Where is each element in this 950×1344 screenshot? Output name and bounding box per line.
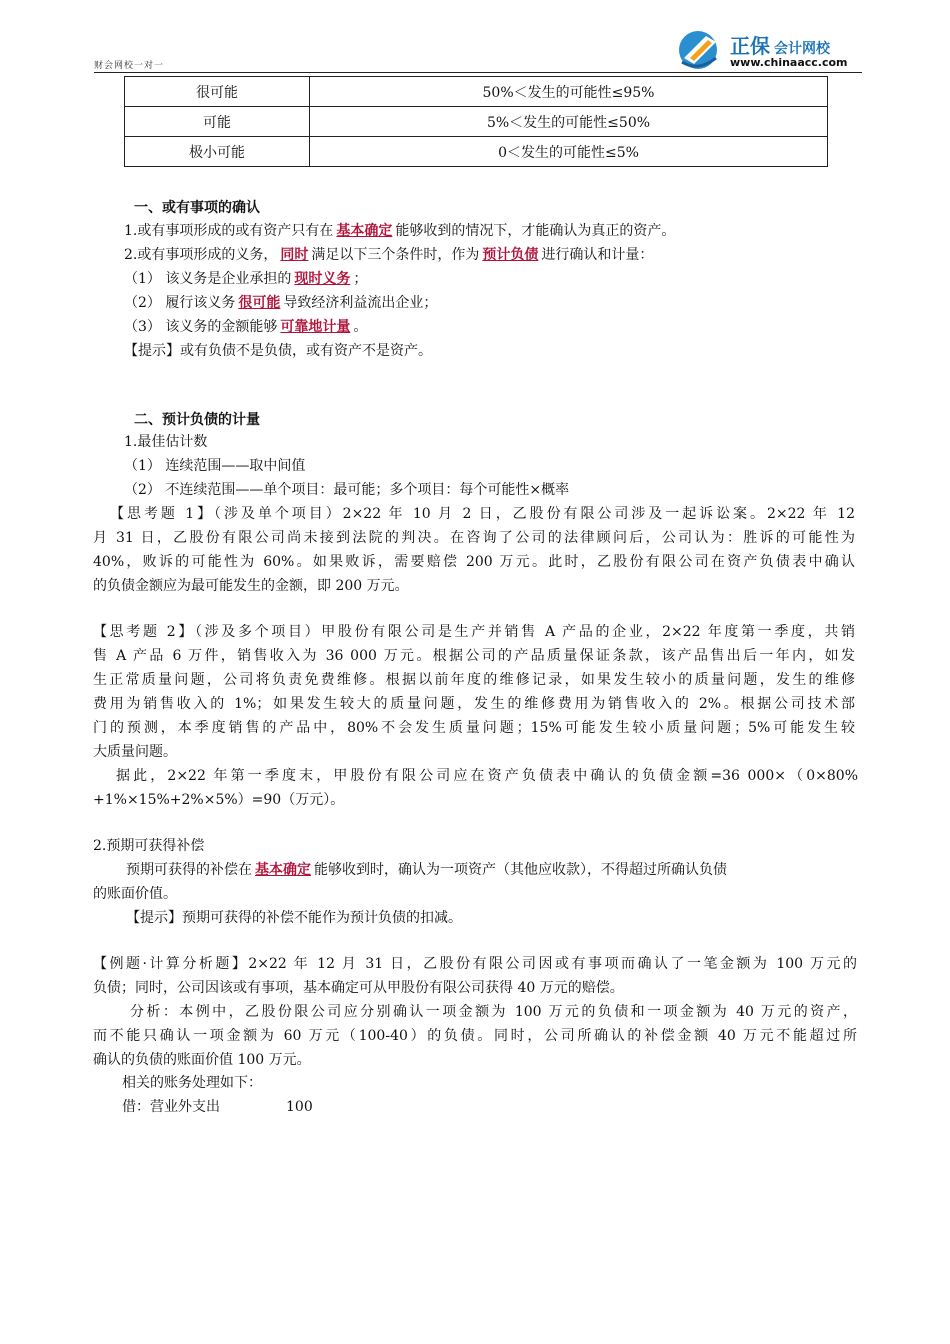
logo-url: www.chinaacc.com <box>730 56 848 69</box>
question-2-line: 【思考题 2】（涉及多个项目）甲股份有限公司是生产并销售 A 产品的企业，2×22 年度第一季度，共销 <box>93 624 855 640</box>
question-2-line: 生正常质量问题，公司将负责免费维修。根据以前年度的维修记录，如果发生较小的质量问题，发生的维修 <box>93 672 855 688</box>
question-1-line: 的负债金额应为最可能发生的金额，即 200 万元。 <box>93 578 409 594</box>
table-row <box>125 107 828 137</box>
section-title-measurement: 二、预计负债的计量 <box>134 412 260 428</box>
logo-text <box>730 30 830 59</box>
example-line: 负债；同时，公司因该或有事项，基本确定可从甲股份有限公司获得 40 万元的赔偿。 <box>93 980 624 996</box>
question-1-line: 月 31 日，乙股份有限公司尚未接到法院的判决。在咨询了公司的法律顾问后，公司认为：胜诉的可能性为 <box>93 530 855 546</box>
question-2-line: 据此，2×22 年第一季度末，甲股份有限公司应在资产负债表中确认的负债金额=36 000×（0×80% <box>116 768 858 784</box>
condition-3: （3） 该义务的金额能够 可靠地计量 。 <box>124 319 368 335</box>
subheading-best-estimate: 1.最佳估计数 <box>124 434 208 450</box>
compensation-paragraph: 预期可获得的补偿在 基本确定 能够收到时，确认为一项资产（其他应收款），不得超过所确认负债 <box>126 862 727 878</box>
logo-brand: 正保 <box>730 34 770 58</box>
probability-table <box>124 76 828 167</box>
table-cell-range: 5%＜发生的可能性≤50% <box>310 107 828 137</box>
table-row <box>125 77 828 107</box>
brand-logo[interactable] <box>676 24 866 72</box>
keyword: 基本确定 <box>255 862 311 878</box>
table-cell-term: 极小可能 <box>125 137 310 167</box>
tip-2: 【提示】预期可获得的补偿不能作为预计负债的扣减。 <box>126 910 462 926</box>
journal-entry-debit: 借：营业外支出 <box>122 1099 220 1115</box>
keyword: 很可能 <box>238 295 281 311</box>
question-2-line: 门的预测，本季度销售的产品中，80%不会发生质量问题；15%可能发生较小质量问题；5%可能发生较 <box>93 720 855 736</box>
condition-2: （2） 履行该义务 很可能 导致经济利益流出企业； <box>124 295 438 311</box>
example-line: 【例题·计算分析题】2×22 年 12 月 31 日，乙股份有限公司因或有事项而确认了一笔金额为 100 万元的 <box>93 956 857 972</box>
question-1-line: 【思考题 1】（涉及单个项目）2×22 年 10 月 2 日，乙股份有限公司涉及一起诉讼案。2×22 年 12 <box>110 506 855 522</box>
keyword: 基本确定 <box>336 223 393 239</box>
analysis-line: 确认的负债的账面价值 100 万元。 <box>93 1052 311 1068</box>
analysis-line: 而不能只确认一项金额为 60 万元（100-40）的负债。同时，公司所确认的补偿金额 40 万元不能超过所 <box>93 1028 857 1044</box>
question-2-line: 售 A 产品 6 万件，销售收入为 36 000 万元。根据公司的产品质量保证条款，该产品售出后一年内，如发 <box>93 648 855 664</box>
question-2-line: 大质量问题。 <box>93 744 177 760</box>
table-cell-range: 0＜发生的可能性≤5% <box>310 137 828 167</box>
paragraph-1: 1.或有事项形成的或有资产只有在 基本确定 能够收到的情况下，才能确认为真正的资产。 <box>124 223 676 239</box>
compensation-paragraph-line: 的账面价值。 <box>93 886 177 902</box>
subheading-compensation: 2.预期可获得补偿 <box>93 838 205 854</box>
section-title-recognition: 一、或有事项的确认 <box>134 200 260 216</box>
item-1: （1） 连续范围——取中间值 <box>124 458 306 474</box>
header-left-text: 财会网校一对一 <box>94 61 165 71</box>
keyword: 可靠地计量 <box>280 319 351 335</box>
header-rule <box>94 72 862 73</box>
table-cell-term: 很可能 <box>125 77 310 107</box>
condition-1: （1） 该义务是企业承担的 现时义务 ； <box>124 271 368 287</box>
table-cell-range: 50%＜发生的可能性≤95% <box>310 77 828 107</box>
tip-1: 【提示】或有负债不是负债，或有资产不是资产。 <box>124 343 432 359</box>
question-2-line: +1%×15%+2%×5%）=90（万元）。 <box>93 792 345 808</box>
keyword: 现时义务 <box>294 271 351 287</box>
item-2: （2） 不连续范围——单个项目：最可能；多个项目：每个可能性×概率 <box>124 482 570 498</box>
keyword: 预计负债 <box>482 247 539 263</box>
question-1-line: 40%，败诉的可能性为 60%。如果败诉，需要赔偿 200 万元。此时，乙股份有限公司在资产负债表中确认 <box>93 554 855 570</box>
keyword: 同时 <box>280 247 309 263</box>
table-cell-term: 可能 <box>125 107 310 137</box>
journal-entry-amount: 100 <box>286 1099 313 1115</box>
analysis-line: 分析：本例中，乙股份限公司应分别确认一项金额为 100 万元的负债和一项金额为 40 万元的资产， <box>130 1004 857 1020</box>
logo-sub: 会计网校 <box>774 41 830 57</box>
logo-emblem-icon <box>676 28 724 70</box>
paragraph-2: 2.或有事项形成的义务， 同时 满足以下三个条件时，作为 预计负债 进行确认和计量： <box>124 247 654 263</box>
accounting-intro: 相关的账务处理如下： <box>122 1075 262 1091</box>
table-row <box>125 137 828 167</box>
question-2-line: 费用为销售收入的 1%；如果发生较大的质量问题，发生的维修费用为销售收入的 2%。根据公司技术部 <box>93 696 855 712</box>
